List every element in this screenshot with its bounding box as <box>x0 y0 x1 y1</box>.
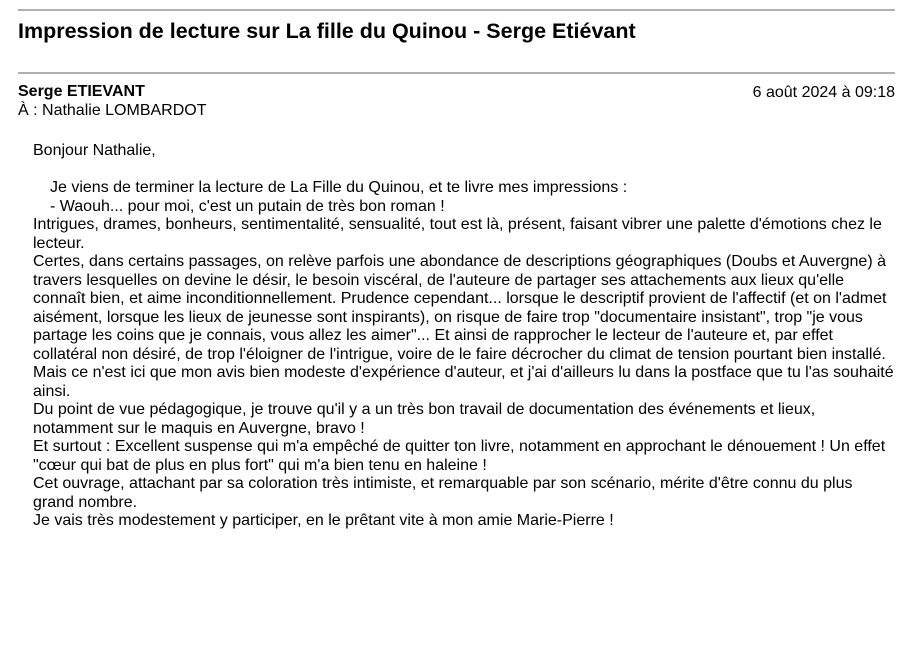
intro-line: Je viens de terminer la lecture de La Fille du Quinou, et te livre mes impressions : <box>50 179 628 196</box>
blank-line <box>33 161 895 180</box>
email-body <box>33 142 895 531</box>
email-recipient[interactable]: À : Nathalie LOMBARDOT <box>18 102 207 119</box>
email-date: 6 août 2024 à 09:18 <box>752 84 895 101</box>
header-top-divider <box>18 9 895 11</box>
email-subject: Impression de lecture sur La fille du Quinou - Serge Etiévant <box>18 19 636 43</box>
paragraph-descriptions: Certes, dans certains passages, on relève parfois une abondance de descriptions géographiques (Doubs et Auvergne) à travers lesquelles on devine le désir, le besoin viscéral, de l'auteure de partager ses attachements aux lieux qu'elle connaît bien, et aime inconditionnellement. Prudence cependant... lorsque le descriptif provient de l'affectif (et on l'admet aisément, lorsque les lieux de jeunesse sont inspirants), on risque de faire trop "documentaire insistant", trop "je vous partage les coins que je connais, vous allez les aimer"... Et ainsi de rapprocher le lecteur de l'auteure et, par effet collatéral non désiré, de trop l'éloigner de l'intrigue, voire de le faire décrocher du climat de tension pourtant bien installé. Mais ce n'est ici que mon avis bien modeste d'expérience d'auteur, et j'ai d'ailleurs lu dans la postface que tu l'as souhaité ainsi. <box>33 253 894 400</box>
paragraph-pedagogy: Du point de vue pédagogique, je trouve qu'il y a un très bon travail de documentation des événements et lieux, notamment sur le maquis en Auvergne, bravo ! <box>33 401 816 437</box>
greeting: Bonjour Nathalie, <box>33 142 156 159</box>
paragraph-recommendation: Cet ouvrage, attachant par sa coloration très intimiste, et remarquable par son scénario, mérite d'être connu du plus grand nombre. <box>33 475 853 511</box>
paragraph-closing: Je vais très modestement y participer, en le prêtant vite à mon amie Marie-Pierre ! <box>33 512 614 529</box>
header-divider <box>18 72 895 74</box>
email-sender[interactable]: Serge ETIEVANT <box>18 83 145 100</box>
exclamation-line: - Waouh... pour moi, c'est un putain de très bon roman ! <box>50 197 445 215</box>
paragraph-emotions: Intrigues, drames, bonheurs, sentimentalité, sensualité, tout est là, présent, faisant vibrer une palette d'émotions chez le lecteur. <box>33 216 882 252</box>
paragraph-suspense: Et surtout : Excellent suspense qui m'a empêché de quitter ton livre, notamment en approchant le dénouement ! Un effet "cœur qui bat de plus en plus fort" qui m'a bien tenu en haleine ! <box>33 438 886 474</box>
